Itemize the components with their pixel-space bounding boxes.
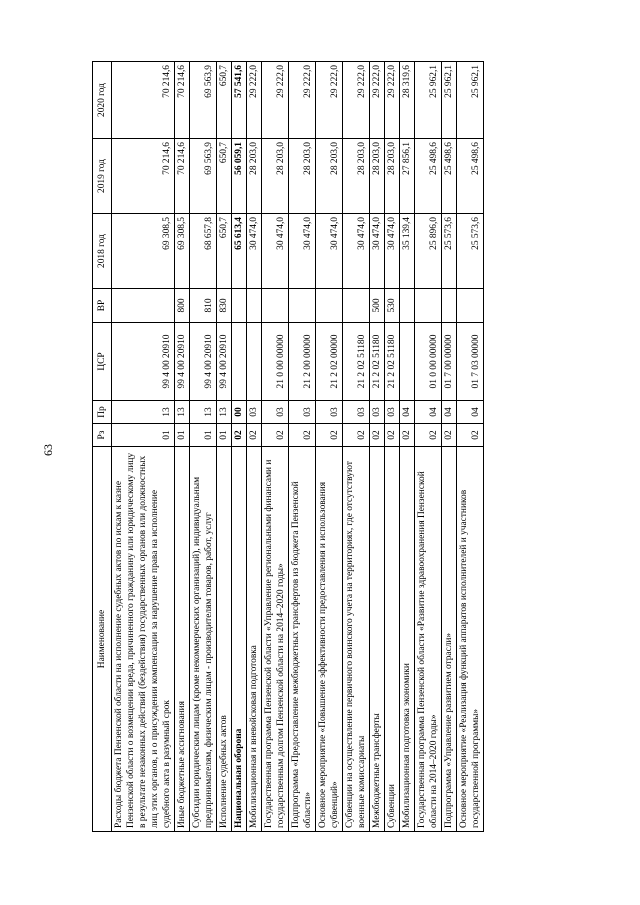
table-row: [217, 62, 232, 832]
table-body: [112, 62, 484, 832]
cell-csr: 99 4 00 20910: [175, 323, 190, 401]
table-row: [232, 62, 247, 832]
cell-2018: 30 474,0: [262, 214, 289, 289]
cell-vr: 810: [190, 289, 217, 323]
cell-pr: 00: [232, 401, 247, 424]
cell-2020: 69 563,9: [190, 62, 217, 139]
table-row: [247, 62, 262, 832]
cell-2018: 30 474,0: [289, 214, 316, 289]
table-row: [457, 62, 484, 832]
cell-rz: 02: [370, 424, 385, 447]
cell-2018: 35 139,4: [400, 214, 415, 289]
header-2019: 2019 год: [93, 139, 112, 214]
rotated-page-content: [92, 62, 612, 832]
cell-vr: 530: [385, 289, 400, 323]
cell-csr: 99 4 00 20910: [190, 323, 217, 401]
cell-pr: 03: [385, 401, 400, 424]
cell-pr: 04: [400, 401, 415, 424]
cell-2018: 30 474,0: [370, 214, 385, 289]
table-row: [385, 62, 400, 832]
cell-vr: [232, 289, 247, 323]
cell-2020: 29 222,0: [262, 62, 289, 139]
cell-name: Мобилизационная и вневойсковая подготовка: [247, 447, 262, 832]
cell-pr: 03: [262, 401, 289, 424]
cell-pr: 13: [217, 401, 232, 424]
cell-name: Иные бюджетные ассигнования: [175, 447, 190, 832]
header-rz: Рз: [93, 424, 112, 447]
cell-rz: 02: [457, 424, 484, 447]
cell-2019: 28 203,0: [370, 139, 385, 214]
table-row: [343, 62, 370, 832]
cell-vr: [262, 289, 289, 323]
cell-vr: 800: [175, 289, 190, 323]
cell-pr: 04: [457, 401, 484, 424]
cell-2018: 25 896,0: [415, 214, 442, 289]
cell-2018: 30 474,0: [385, 214, 400, 289]
cell-name: Государственная программа Пензенской области «Управление региональными финансами и государственным долгом Пензенской области на 2014–2020 годы»: [262, 447, 289, 832]
table-row: [370, 62, 385, 832]
cell-pr: 03: [247, 401, 262, 424]
cell-2020: 29 222,0: [289, 62, 316, 139]
cell-vr: [415, 289, 442, 323]
cell-2020: 29 222,0: [247, 62, 262, 139]
cell-2019: 70 214,6: [175, 139, 190, 214]
cell-csr: 01 7 00 00000: [442, 323, 457, 401]
cell-name: Субсидии юридическим лицам (кроме некоммерческих организаций), индивидуальным предпринимателям, физическим лицам - производителям товаров, работ, услуг: [190, 447, 217, 832]
cell-pr: 13: [175, 401, 190, 424]
header-2020: 2020 год: [93, 62, 112, 139]
cell-2019: 28 203,0: [343, 139, 370, 214]
cell-name: Исполнение судебных актов: [217, 447, 232, 832]
cell-csr: 21 2 02 51180: [370, 323, 385, 401]
cell-2019: 27 856,1: [400, 139, 415, 214]
cell-csr: [232, 323, 247, 401]
cell-2020: 57 541,6: [232, 62, 247, 139]
cell-2020: 29 222,0: [370, 62, 385, 139]
cell-vr: [343, 289, 370, 323]
cell-name: Национальная оборона: [232, 447, 247, 832]
cell-name: Субвенции: [385, 447, 400, 832]
cell-csr: 21 2 02 51180: [343, 323, 370, 401]
cell-name: Государственная программа Пензенской области «Развитие здравоохранения Пензенской области на 2014–2020 годы»: [415, 447, 442, 832]
cell-rz: 01: [217, 424, 232, 447]
table-row: [289, 62, 316, 832]
cell-2020: 29 222,0: [343, 62, 370, 139]
cell-rz: 01: [175, 424, 190, 447]
cell-2018: 69 308,5: [175, 214, 190, 289]
cell-2019: 56 059,1: [232, 139, 247, 214]
cell-vr: [442, 289, 457, 323]
cell-name: Подпрограмма «Предоставление межбюджетных трансфертов из бюджета Пензенской области»: [289, 447, 316, 832]
cell-2018: 25 573,6: [457, 214, 484, 289]
header-vr: ВР: [93, 289, 112, 323]
cell-name: Основное мероприятие «Повышение эффективности предоставления и использования субвенций»: [316, 447, 343, 832]
cell-vr: [400, 289, 415, 323]
cell-csr: 21 2 02 51180: [385, 323, 400, 401]
cell-2019: 25 498,6: [415, 139, 442, 214]
table-row: [415, 62, 442, 832]
cell-rz: 01: [112, 424, 175, 447]
cell-2018: 69 308,5: [112, 214, 175, 289]
cell-2019: 25 498,6: [442, 139, 457, 214]
cell-2020: 29 222,0: [385, 62, 400, 139]
table-row: [190, 62, 217, 832]
cell-name: Основное мероприятие «Реализация функций аппаратов исполнителей и участников государственной программы»: [457, 447, 484, 832]
cell-csr: 01 7 03 00000: [457, 323, 484, 401]
cell-name: Субвенции на осуществление первичного воинского учета на территориях, где отсутствуют военные комиссариаты: [343, 447, 370, 832]
cell-rz: 02: [442, 424, 457, 447]
cell-pr: 03: [289, 401, 316, 424]
cell-2020: 29 222,0: [316, 62, 343, 139]
cell-csr: 21 2 00 00000: [289, 323, 316, 401]
cell-rz: 02: [343, 424, 370, 447]
budget-table: [92, 61, 484, 832]
cell-csr: [247, 323, 262, 401]
cell-2020: 25 962,1: [442, 62, 457, 139]
table-row: [316, 62, 343, 832]
cell-csr: 01 0 00 00000: [415, 323, 442, 401]
cell-rz: 02: [385, 424, 400, 447]
cell-2020: 25 962,1: [457, 62, 484, 139]
cell-rz: 02: [262, 424, 289, 447]
cell-name: Мобилизационная подготовка экономики: [400, 447, 415, 832]
cell-pr: 13: [112, 401, 175, 424]
cell-2018: 65 613,4: [232, 214, 247, 289]
cell-2019: 28 203,0: [247, 139, 262, 214]
header-pr: Пр: [93, 401, 112, 424]
cell-vr: [247, 289, 262, 323]
cell-csr: 21 0 00 00000: [262, 323, 289, 401]
cell-pr: 13: [190, 401, 217, 424]
cell-name: Межбюджетные трансферты: [370, 447, 385, 832]
cell-2019: 70 214,6: [112, 139, 175, 214]
cell-pr: 04: [415, 401, 442, 424]
cell-vr: [457, 289, 484, 323]
cell-2018: 30 474,0: [343, 214, 370, 289]
cell-2018: 68 657,8: [190, 214, 217, 289]
cell-rz: 01: [190, 424, 217, 447]
cell-vr: 500: [370, 289, 385, 323]
cell-2018: 30 474,0: [316, 214, 343, 289]
page-number: 63: [41, 444, 55, 456]
cell-rz: 02: [400, 424, 415, 447]
table-row: [175, 62, 190, 832]
header-2018: 2018 год: [93, 214, 112, 289]
cell-2019: 28 203,0: [262, 139, 289, 214]
cell-name: Расходы бюджета Пензенской области на исполнение судебных актов по искам к казне Пензенской области о возмещении вреда, причиненного гражданину или юридическому лицу в результате незаконных действий (бездействия) государственных органов или должностных лиц этих органов, и о присуждении компенсации за нарушение права на исполнение судебного акта в разумный срок: [112, 447, 175, 832]
cell-2019: 25 498,6: [457, 139, 484, 214]
cell-rz: 02: [316, 424, 343, 447]
cell-vr: [289, 289, 316, 323]
table-row: [262, 62, 289, 832]
table-row: [112, 62, 175, 832]
table-row: [400, 62, 415, 832]
cell-pr: 03: [343, 401, 370, 424]
cell-2020: 25 962,1: [415, 62, 442, 139]
cell-vr: 830: [217, 289, 232, 323]
cell-pr: 04: [442, 401, 457, 424]
cell-csr: 21 2 02 00000: [316, 323, 343, 401]
cell-2019: 28 203,0: [289, 139, 316, 214]
cell-vr: [112, 289, 175, 323]
cell-rz: 02: [232, 424, 247, 447]
cell-pr: 03: [316, 401, 343, 424]
cell-2020: 70 214,6: [112, 62, 175, 139]
cell-2020: 28 319,6: [400, 62, 415, 139]
cell-csr: 99 4 00 20910: [217, 323, 232, 401]
cell-2020: 650,7: [217, 62, 232, 139]
cell-2019: 28 203,0: [316, 139, 343, 214]
cell-2019: 650,7: [217, 139, 232, 214]
cell-rz: 02: [415, 424, 442, 447]
table-header-row: [93, 62, 112, 832]
cell-rz: 02: [247, 424, 262, 447]
cell-2018: 30 474,0: [247, 214, 262, 289]
cell-csr: 99 4 00 20910: [112, 323, 175, 401]
header-name: Наименование: [93, 447, 112, 832]
header-csr: ЦСР: [93, 323, 112, 401]
cell-2019: 69 563,9: [190, 139, 217, 214]
cell-2018: 25 573,6: [442, 214, 457, 289]
cell-rz: 02: [289, 424, 316, 447]
cell-csr: [400, 323, 415, 401]
cell-pr: 03: [370, 401, 385, 424]
cell-2019: 28 203,0: [385, 139, 400, 214]
cell-2020: 70 214,6: [175, 62, 190, 139]
table-row: [442, 62, 457, 832]
cell-2018: 650,7: [217, 214, 232, 289]
cell-vr: [316, 289, 343, 323]
cell-name: Подпрограмма «Управление развитием отрасли»: [442, 447, 457, 832]
